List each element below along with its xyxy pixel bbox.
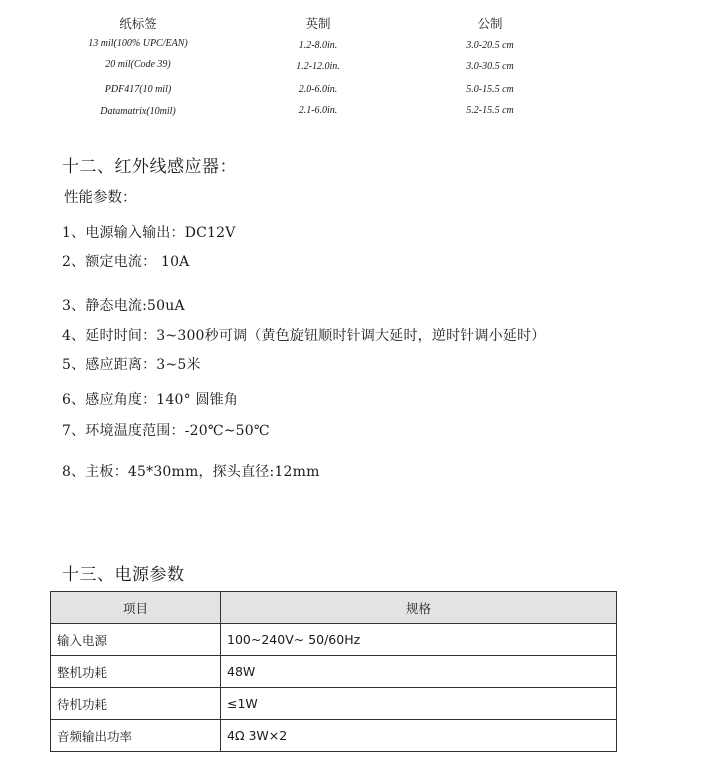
spec-row-metric: 3.0-30.5 cm: [466, 61, 514, 72]
spec-header-imperial: 英制: [305, 16, 331, 31]
spec-line: 2、额定电流： 10A: [62, 254, 190, 270]
spec-line: 5、感应距离：3~5米: [62, 357, 201, 373]
power-spec-table: [50, 591, 617, 752]
spec-row-label: Datamatrix(10mil): [100, 106, 176, 117]
spec-line: 7、环境温度范围：-20℃~50℃: [62, 423, 270, 439]
spec-line: 8、主板：45*30mm，探头直径:12mm: [62, 464, 320, 480]
section-12-title: 十二、红外线感应器：: [62, 157, 237, 177]
row-spec: 4Ω 3W×2: [221, 720, 617, 752]
row-item: 整机功耗: [51, 656, 221, 688]
table-row: [51, 720, 617, 752]
spec-row-metric: 5.0-15.5 cm: [466, 84, 514, 95]
spec-row-imperial: 1.2-12.0in.: [296, 61, 340, 72]
row-item: 输入电源: [51, 624, 221, 656]
table-row: [51, 688, 617, 720]
table-row: [51, 656, 617, 688]
spec-line: 1、电源输入输出：DC12V: [62, 225, 236, 241]
spec-row-imperial: 2.1-6.0in.: [298, 105, 338, 116]
spec-header-label: 纸标签: [119, 16, 157, 31]
header-item: 项目: [51, 592, 221, 624]
spec-row-label: 20 mil(Code 39): [105, 59, 171, 70]
table-row: [51, 624, 617, 656]
spec-row-imperial: 2.0-6.0in.: [298, 84, 338, 95]
spec-row-imperial: 1.2-8.0in.: [298, 40, 338, 51]
section-12-subtitle: 性能参数：: [64, 190, 137, 206]
spec-row-metric: 5.2-15.5 cm: [466, 105, 514, 116]
table-header-row: [51, 592, 617, 624]
row-spec: 100~240V~ 50/60Hz: [221, 624, 617, 656]
header-spec: 规格: [221, 592, 617, 624]
section-13-title: 十三、电源参数: [62, 565, 185, 585]
spec-line: 6、感应角度：140° 圆锥角: [62, 392, 239, 408]
row-spec: 48W: [221, 656, 617, 688]
spec-row-label: 13 mil(100% UPC/EAN): [88, 38, 188, 49]
spec-row-label: PDF417(10 mil): [104, 84, 172, 95]
row-item: 音频输出功率: [51, 720, 221, 752]
spec-line: 3、静态电流:50uA: [62, 298, 185, 314]
row-spec: ≤1W: [221, 688, 617, 720]
spec-row-metric: 3.0-20.5 cm: [466, 40, 514, 51]
spec-line: 4、延时时间：3~300秒可调（黄色旋钮顺时针调大延时，逆时针调小延时）: [62, 328, 546, 344]
row-item: 待机功耗: [51, 688, 221, 720]
spec-header-metric: 公制: [477, 16, 503, 31]
